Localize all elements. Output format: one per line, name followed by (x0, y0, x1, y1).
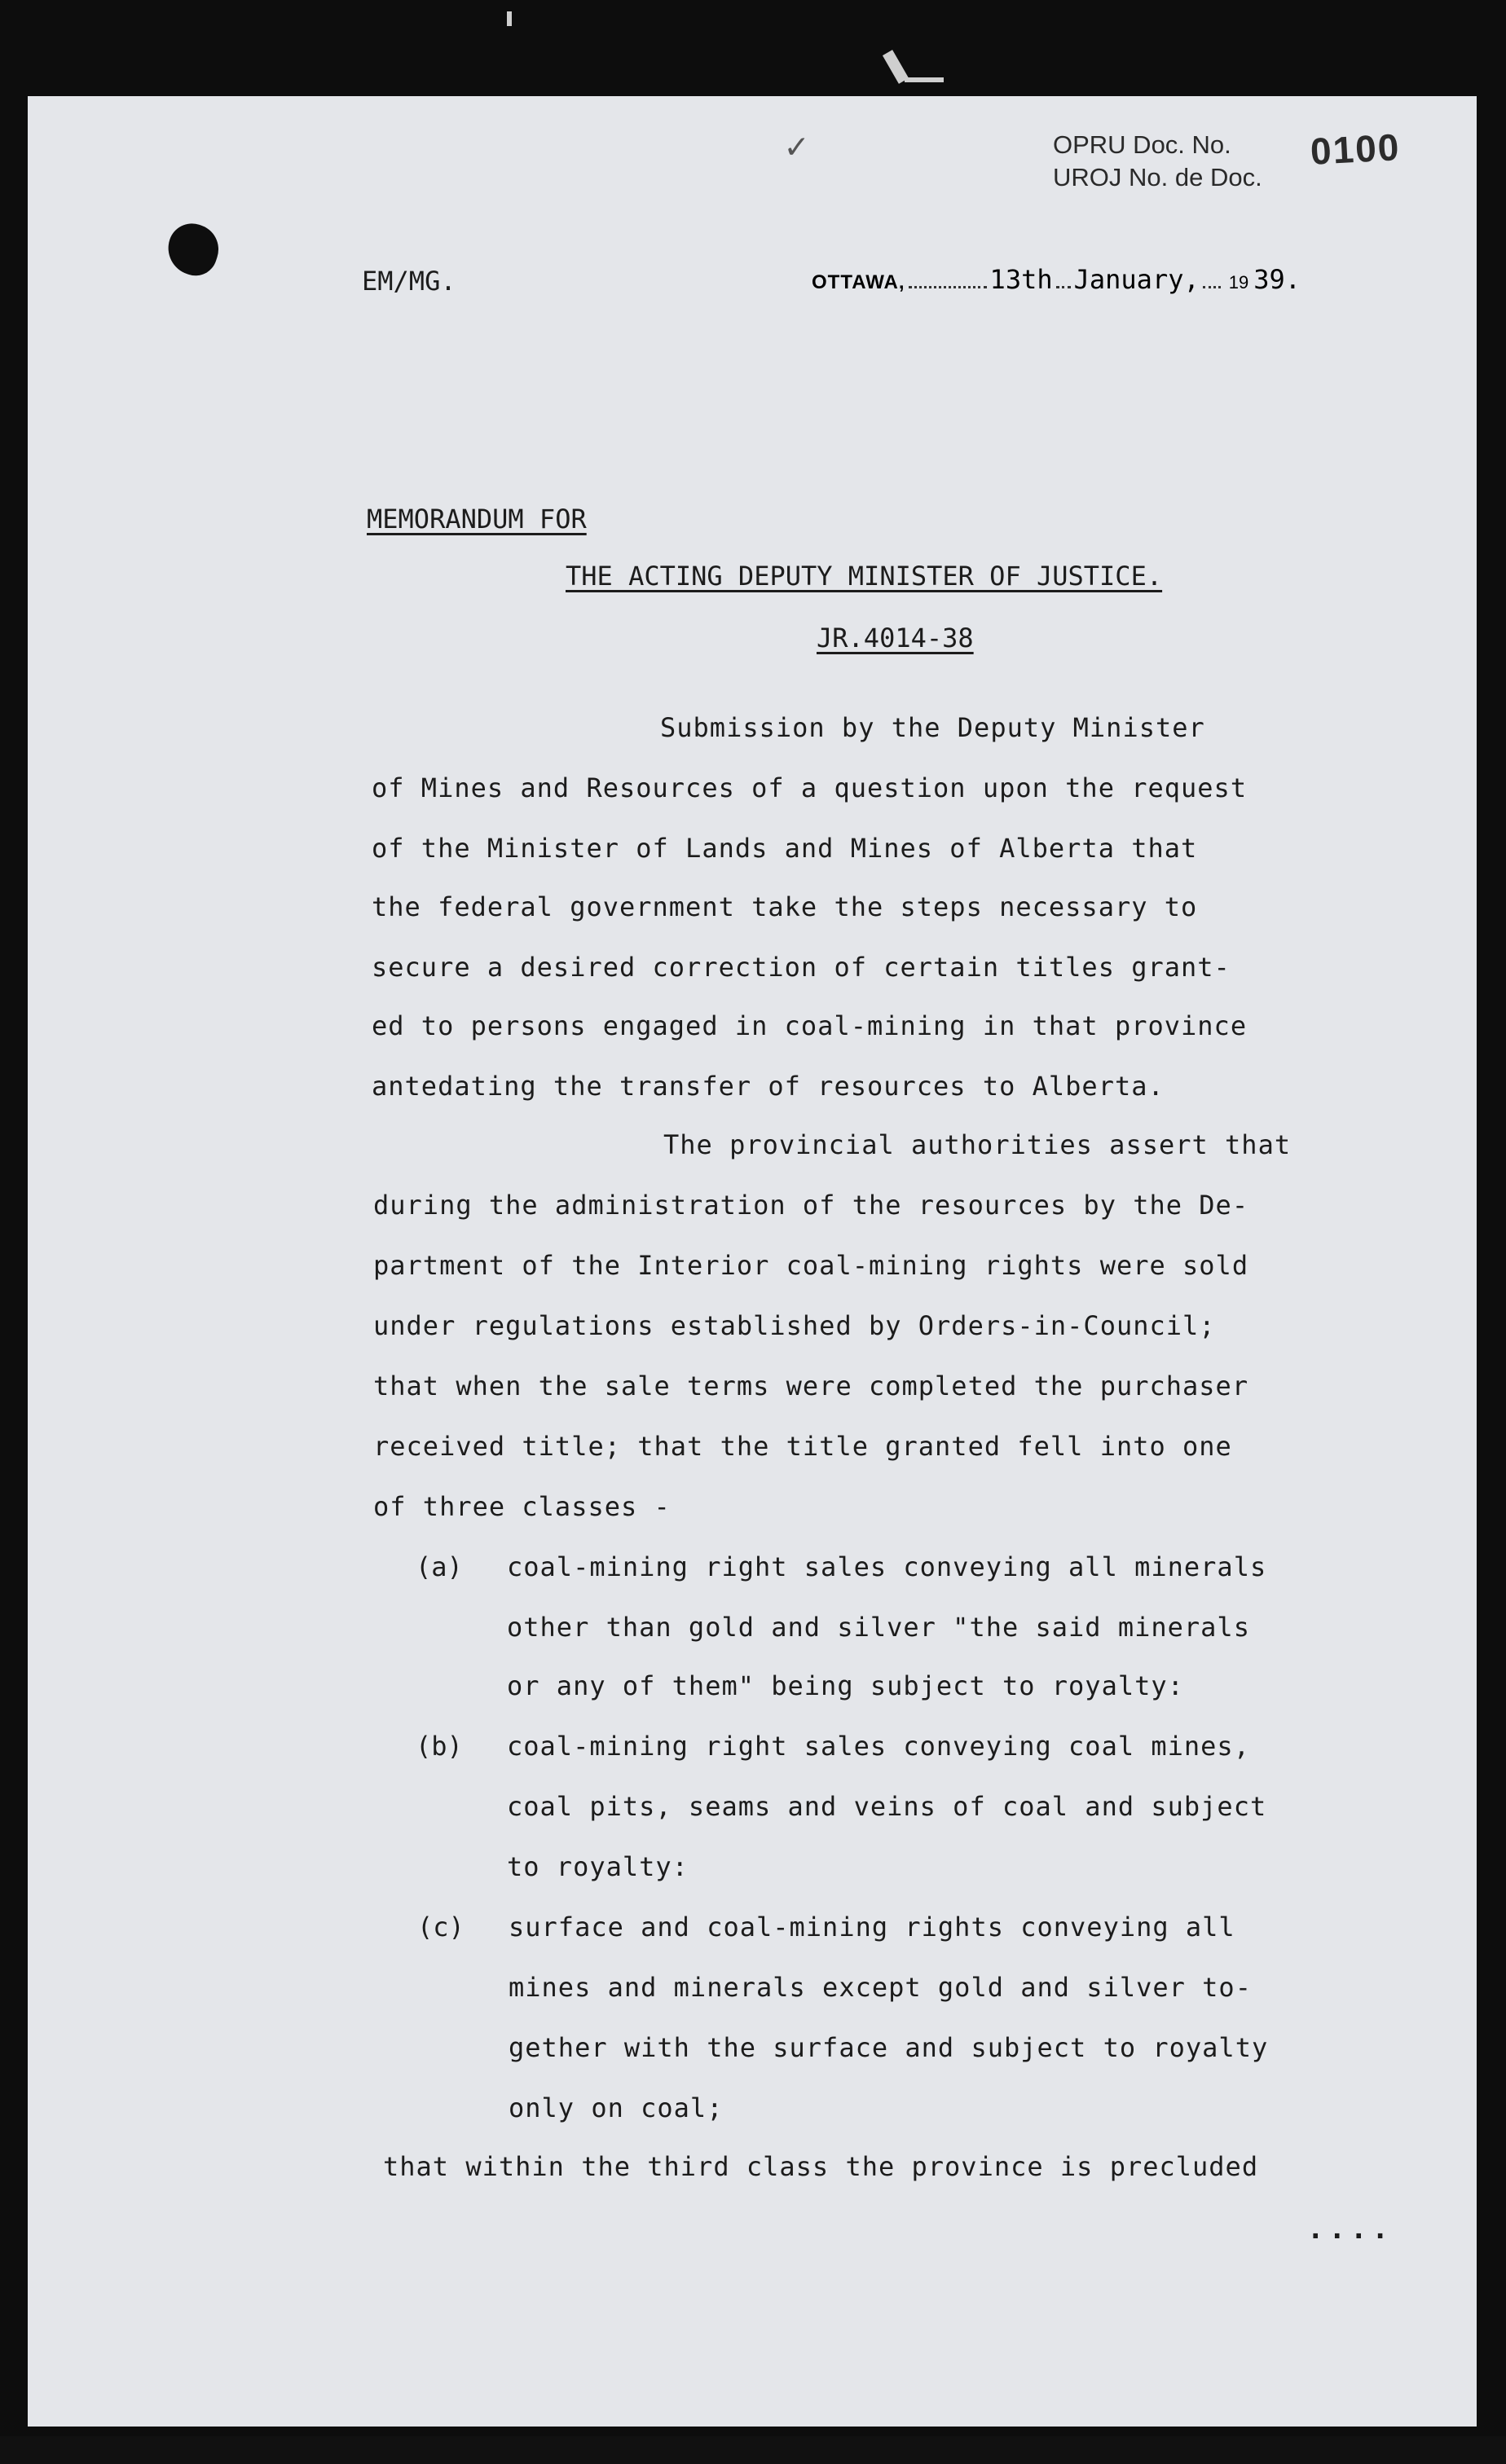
item-b-line: coal pits, seams and veins of coal and subject (507, 1791, 1267, 1822)
check-mark-icon: ✓ (786, 125, 808, 167)
item-a-line: other than gold and silver "the said minerals (507, 1612, 1250, 1643)
film-border (0, 2436, 1506, 2464)
item-c-line: gether with the surface and subject to royalty (509, 2032, 1269, 2063)
recipient-heading: THE ACTING DEPUTY MINISTER OF JUSTICE. (566, 561, 1163, 592)
date-day: 13th (989, 264, 1053, 295)
item-a-line: or any of them" being subject to royalty: (507, 1670, 1184, 1701)
body-line: ed to persons engaged in coal-mining in that province (372, 1010, 1248, 1041)
stamp-doc-number: 0100 (1309, 125, 1402, 173)
stamp-line-1: OPRU Doc. No. (1053, 130, 1231, 159)
date-month: January, (1073, 264, 1200, 295)
body-line: of Mines and Resources of a question upon the request (372, 772, 1248, 803)
body-line: during the administration of the resources by the De- (373, 1190, 1249, 1221)
continued-marker: .... (1307, 2213, 1394, 2246)
archive-stamp (1053, 129, 1262, 194)
body-line: secure a desired correction of certain titles grant- (372, 952, 1231, 983)
dateline (812, 264, 1301, 295)
dateline-place: OTTAWA, (812, 271, 905, 293)
dotted-leader (1056, 271, 1071, 288)
body-line: Submission by the Deputy Minister (660, 712, 1205, 743)
file-reference: EM/MG. (362, 266, 456, 297)
body-line: that when the sale terms were completed the purchaser (373, 1371, 1249, 1401)
item-c-line: mines and minerals except gold and silver to- (509, 1972, 1252, 2003)
body-line: The provincial authorities assert that (663, 1129, 1292, 1160)
item-a-line: coal-mining right sales conveying all minerals (507, 1551, 1267, 1582)
body-line: of the Minister of Lands and Mines of Alberta that (372, 833, 1198, 864)
film-scratch (905, 77, 944, 82)
body-line: of three classes - (373, 1491, 671, 1522)
item-label-b: (b) (416, 1731, 463, 1762)
closing-line: that within the third class the province is precluded (383, 2151, 1259, 2182)
punch-hole (161, 218, 225, 281)
year-suffix: 39. (1253, 264, 1301, 295)
item-b-line: to royalty: (507, 1851, 689, 1882)
film-scratch (507, 11, 512, 26)
item-c-line: only on coal; (509, 2092, 724, 2123)
body-line: received title; that the title granted fell into one (373, 1431, 1232, 1462)
body-line: the federal government take the steps necessary to (372, 891, 1198, 922)
body-line: under regulations established by Orders-in-Council; (373, 1310, 1216, 1341)
item-b-line: coal-mining right sales conveying coal mines, (507, 1731, 1250, 1762)
document-page (28, 96, 1477, 2427)
body-line: partment of the Interior coal-mining rights were sold (373, 1250, 1249, 1281)
dotted-leader (909, 271, 987, 288)
stamp-line-2: UROJ No. de Doc. (1053, 163, 1262, 191)
item-label-c: (c) (417, 1912, 465, 1943)
dotted-leader (1203, 271, 1221, 288)
item-c-line: surface and coal-mining rights conveying all (509, 1912, 1235, 1943)
item-label-a: (a) (416, 1551, 463, 1582)
body-line: antedating the transfer of resources to Alberta. (372, 1071, 1165, 1102)
year-prefix: 19 (1228, 272, 1249, 293)
reference-number: JR.4014-38 (817, 623, 974, 653)
memorandum-heading: MEMORANDUM FOR (367, 504, 587, 535)
